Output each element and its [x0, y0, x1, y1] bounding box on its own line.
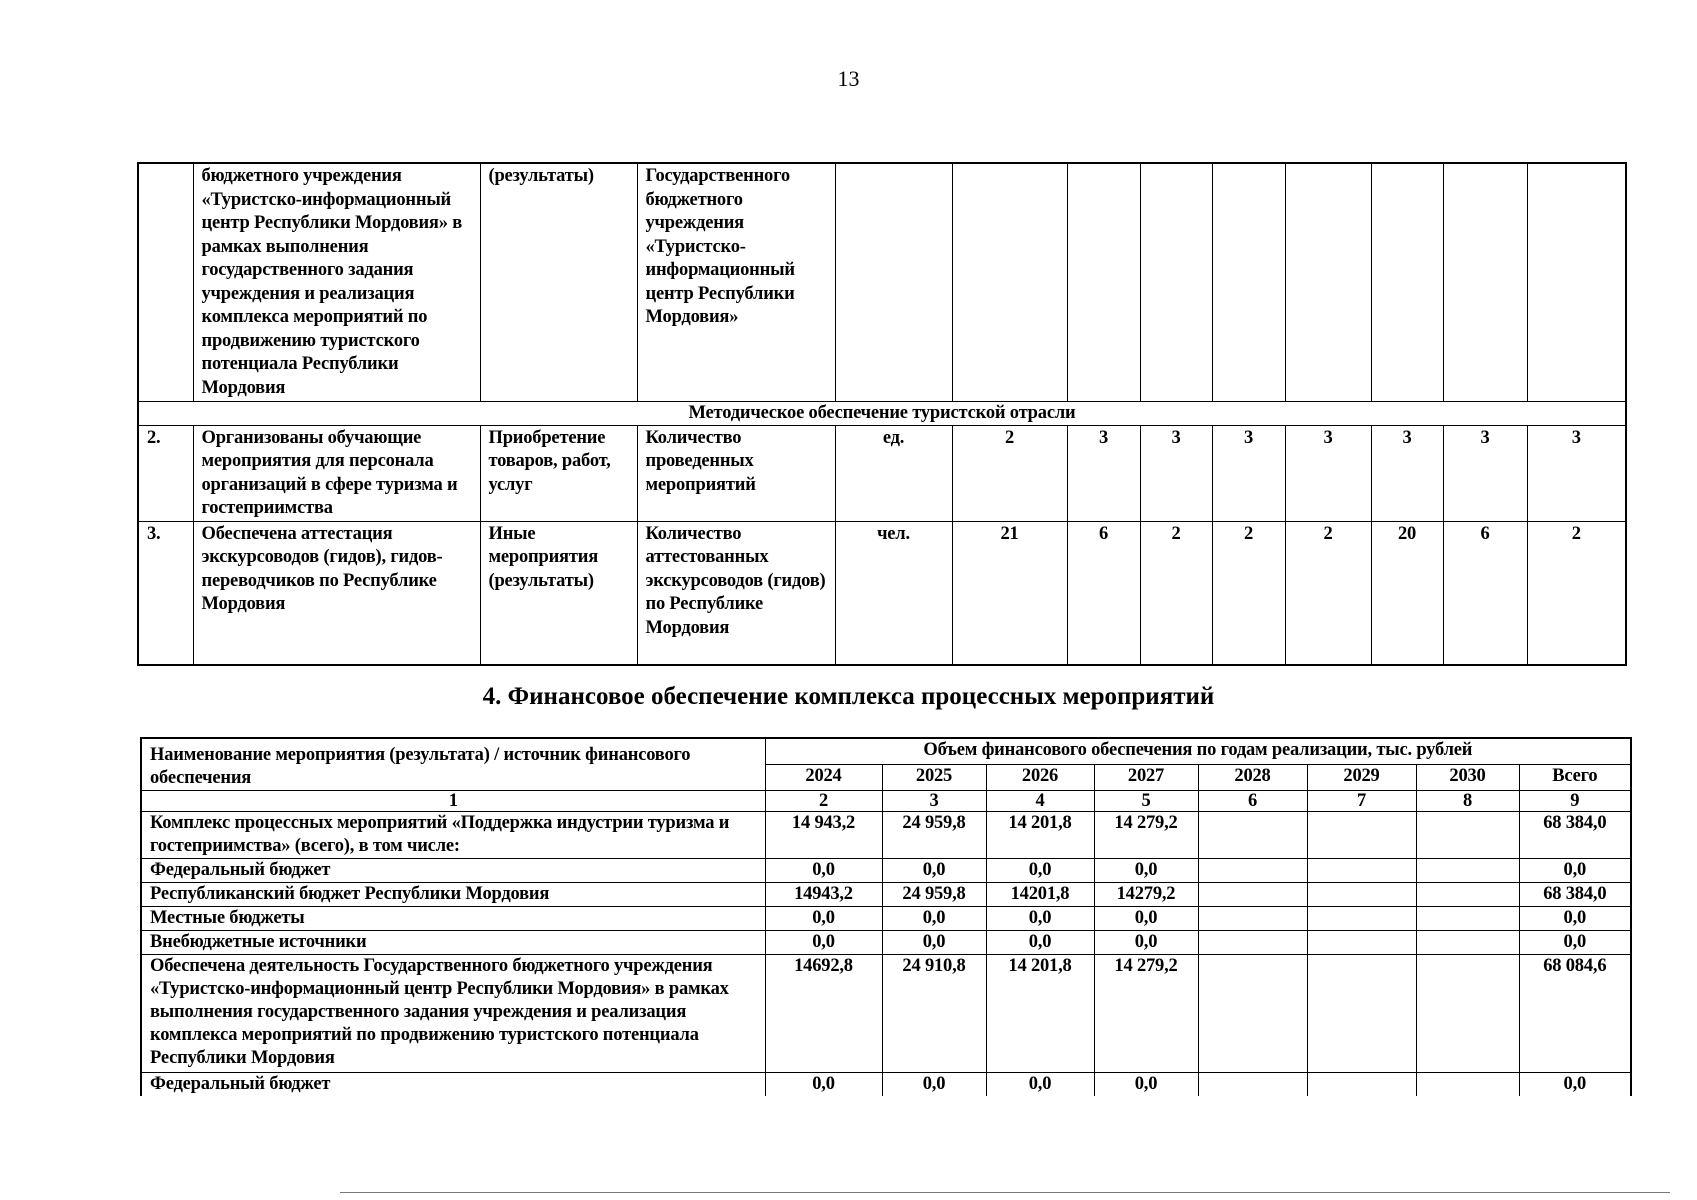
header-row [141, 738, 1631, 765]
value-cell [1416, 931, 1519, 955]
table-row [138, 163, 1626, 401]
year-header: 2024 [765, 765, 882, 791]
value-cell: 0,0 [882, 907, 986, 931]
column-number: 1 [141, 791, 765, 812]
table-row [141, 955, 1631, 1073]
value-cell: 0,0 [1094, 907, 1198, 931]
row-name: Федеральный бюджет [141, 1073, 765, 1097]
value-cell [1416, 907, 1519, 931]
value-cell: 68 084,6 [1519, 955, 1631, 1073]
value-cell: 68 384,0 [1519, 812, 1631, 859]
value-cell: 2 [1212, 521, 1285, 665]
indicator-name: Количество аттестованных экскурсоводов (гидов) по Республике Мордовия [637, 521, 835, 665]
column-number: 4 [986, 791, 1094, 812]
column-number: 6 [1198, 791, 1307, 812]
value-cell [1198, 812, 1307, 859]
value-cell: 21 [952, 521, 1067, 665]
value-cell: 3 [1067, 425, 1140, 521]
value-cell: 24 910,8 [882, 955, 986, 1073]
value-cell [1527, 163, 1626, 401]
value-cell: 0,0 [882, 931, 986, 955]
value-cell: 0,0 [1094, 859, 1198, 883]
value-cell [1212, 163, 1285, 401]
value-cell: 0,0 [882, 859, 986, 883]
value-cell [1416, 1073, 1519, 1097]
column-number: 5 [1094, 791, 1198, 812]
value-cell [952, 163, 1067, 401]
table-row [141, 859, 1631, 883]
value-cell: 24 959,8 [882, 812, 986, 859]
value-cell: 20 [1371, 521, 1443, 665]
value-cell: 3 [1371, 425, 1443, 521]
value-cell: 0,0 [765, 907, 882, 931]
value-cell: 0,0 [986, 907, 1094, 931]
page-number: 13 [837, 66, 860, 91]
finance-table [140, 737, 1632, 1096]
value-cell: 14 943,2 [765, 812, 882, 859]
value-cell: 0,0 [765, 859, 882, 883]
value-cell: 2 [1285, 521, 1371, 665]
section-heading: 4. Финансовое обеспечение комплекса процессных мероприятий [482, 683, 1215, 710]
value-cell: 0,0 [765, 1073, 882, 1097]
value-cell: 0,0 [1519, 1073, 1631, 1097]
row-index: 2. [138, 425, 193, 521]
unit-cell: ед. [835, 425, 952, 521]
row-name: Комплекс процессных мероприятий «Поддержка индустрии туризма и гостеприимства» (всего), в том числе: [141, 812, 765, 859]
total-header: Всего [1519, 765, 1631, 791]
value-cell [1416, 883, 1519, 907]
value-cell [1198, 931, 1307, 955]
value-cell: 3 [1285, 425, 1371, 521]
value-cell [1198, 955, 1307, 1073]
value-cell: 0,0 [1519, 931, 1631, 955]
value-cell [1416, 859, 1519, 883]
value-cell [1198, 859, 1307, 883]
value-cell [1307, 907, 1416, 931]
result-name: Обеспечена аттестация экскурсоводов (гидов), гидов-переводчиков по Республике Мордовия [193, 521, 480, 665]
year-header: 2029 [1307, 765, 1416, 791]
year-header: 2027 [1094, 765, 1198, 791]
value-cell [1416, 812, 1519, 859]
column-number: 2 [765, 791, 882, 812]
section-row [138, 401, 1626, 425]
value-cell [1285, 163, 1371, 401]
row-name: Внебюджетные источники [141, 931, 765, 955]
indicator-name: Государственного бюджетного учреждения «Туристско-информационный центр Республики Мордовия» [637, 163, 835, 401]
result-name: Организованы обучающие мероприятия для персонала организаций в сфере туризма и гостеприимства [193, 425, 480, 521]
value-cell [1307, 812, 1416, 859]
value-cell [1140, 163, 1212, 401]
value-cell: 2 [1140, 521, 1212, 665]
table-row [141, 1073, 1631, 1097]
value-cell [1307, 1073, 1416, 1097]
value-cell: 0,0 [1094, 931, 1198, 955]
value-cell: 14 279,2 [1094, 955, 1198, 1073]
value-cell [1416, 955, 1519, 1073]
result-type: Приобретение товаров, работ, услуг [480, 425, 637, 521]
value-cell [1198, 883, 1307, 907]
value-cell: 0,0 [986, 859, 1094, 883]
row-name: Федеральный бюджет [141, 859, 765, 883]
value-cell: 0,0 [1519, 907, 1631, 931]
column-number: 8 [1416, 791, 1519, 812]
table-row [141, 931, 1631, 955]
row-name: Местные бюджеты [141, 907, 765, 931]
row-index: 3. [138, 521, 193, 665]
year-header: 2030 [1416, 765, 1519, 791]
table-row [141, 907, 1631, 931]
unit-cell [835, 163, 952, 401]
value-cell: 2 [952, 425, 1067, 521]
result-type: Иные мероприятия (результаты) [480, 521, 637, 665]
value-cell [1307, 859, 1416, 883]
column-number: 7 [1307, 791, 1416, 812]
value-cell: 14 279,2 [1094, 812, 1198, 859]
row-index [138, 163, 193, 401]
table-row [141, 883, 1631, 907]
unit-cell: чел. [835, 521, 952, 665]
results-table [137, 162, 1627, 666]
value-cell: 0,0 [1094, 1073, 1198, 1097]
table-row [138, 521, 1626, 665]
column-number: 9 [1519, 791, 1631, 812]
value-cell: 14692,8 [765, 955, 882, 1073]
value-cell [1067, 163, 1140, 401]
value-cell [1307, 883, 1416, 907]
table-row [141, 812, 1631, 859]
row-name: Республиканский бюджет Республики Мордовия [141, 883, 765, 907]
value-cell: 0,0 [986, 931, 1094, 955]
value-cell [1307, 955, 1416, 1073]
value-cell: 14279,2 [1094, 883, 1198, 907]
section-title: Методическое обеспечение туристской отрасли [138, 401, 1626, 425]
indicator-name: Количество проведенных мероприятий [637, 425, 835, 521]
name-header: Наименование мероприятия (результата) / источник финансового обеспечения [141, 738, 765, 791]
value-cell: 14 201,8 [986, 812, 1094, 859]
value-cell: 3 [1140, 425, 1212, 521]
value-cell [1443, 163, 1527, 401]
value-cell: 68 384,0 [1519, 883, 1631, 907]
value-cell: 3 [1212, 425, 1285, 521]
value-cell [1307, 931, 1416, 955]
value-cell: 0,0 [765, 931, 882, 955]
table-row [138, 425, 1626, 521]
result-type: (результаты) [480, 163, 637, 401]
value-cell: 14201,8 [986, 883, 1094, 907]
year-header: 2028 [1198, 765, 1307, 791]
value-cell [1198, 907, 1307, 931]
scan-edge-line [340, 1192, 1670, 1193]
value-cell: 3 [1527, 425, 1626, 521]
value-cell: 6 [1443, 521, 1527, 665]
value-cell: 6 [1067, 521, 1140, 665]
row-name: Обеспечена деятельность Государственного бюджетного учреждения «Туристско-информационный центр Республики Мордовия» в рамках выполнения государственного задания учреждения и реализация комплекса мероприятий по продвижению туристского потенциала Республики Мордовия [141, 955, 765, 1073]
value-cell: 0,0 [986, 1073, 1094, 1097]
value-cell: 2 [1527, 521, 1626, 665]
value-cell: 3 [1443, 425, 1527, 521]
column-number: 3 [882, 791, 986, 812]
value-cell: 14 201,8 [986, 955, 1094, 1073]
value-cell: 0,0 [1519, 859, 1631, 883]
value-cell [1371, 163, 1443, 401]
value-cell: 14943,2 [765, 883, 882, 907]
column-numbers-row [141, 791, 1631, 812]
value-cell: 24 959,8 [882, 883, 986, 907]
value-cell: 0,0 [882, 1073, 986, 1097]
funding-group-header: Объем финансового обеспечения по годам реализации, тыс. рублей [765, 738, 1631, 765]
value-cell [1198, 1073, 1307, 1097]
year-header: 2026 [986, 765, 1094, 791]
year-header: 2025 [882, 765, 986, 791]
result-name: бюджетного учреждения «Туристско-информационный центр Республики Мордовия» в рамках выполнения государственного задания учреждения и реализация комплекса мероприятий по продвижению туристского потенциала Республики Мордовия [193, 163, 480, 401]
